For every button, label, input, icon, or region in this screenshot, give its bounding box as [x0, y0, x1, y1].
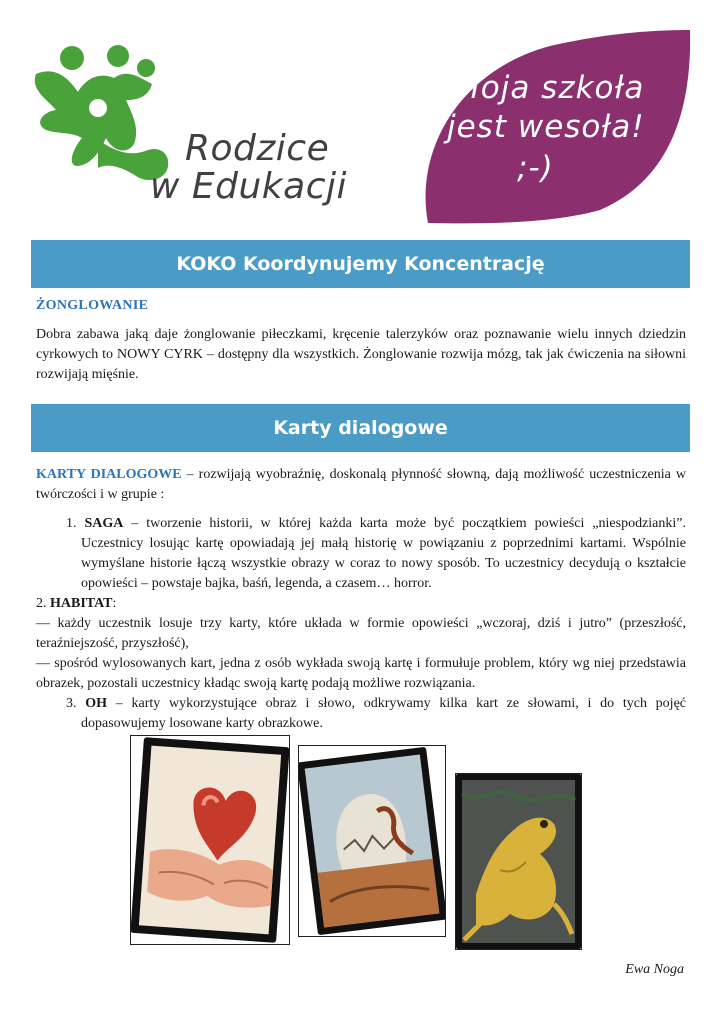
habitat-bullet-1: — każdy uczestnik losuje trzy karty, które układa w formie opowieści „wczoraj, dziś i jutro” (przeszłość, teraźniejszość, przyszłość),: [36, 616, 686, 651]
author-signature: Ewa Noga: [625, 962, 684, 977]
banner-line-1: Moja szkoła: [453, 70, 645, 106]
item-number: 3.: [66, 696, 86, 711]
item-name: SAGA: [84, 516, 124, 531]
item-number: 1.: [66, 516, 85, 531]
card-image-cracked-egg: [299, 746, 445, 936]
card-image-hands-heart: [131, 736, 289, 944]
section-header-koko: KOKO Koordynujemy Koncentrację: [31, 240, 690, 288]
list-item-oh: [36, 694, 686, 734]
karty-intro-lead: KARTY DIALOGOWE: [36, 467, 182, 482]
card-image-yellow-frog: [456, 774, 581, 949]
karty-list: [36, 514, 686, 734]
item-text: – karty wykorzystujące obraz i słowo, odkrywamy kilka kart ze słowami, i do tych pojęć dopasowujemy losowane karty obrazkowe.: [81, 696, 686, 731]
logo-line-1: Rodzice: [185, 128, 330, 169]
habitat-bullet-2: — spośród wylosowanych kart, jedna z osób wykłada swoją kartę i formułuje problem, który wg niej przedstawia obrazek, pozostali uczestnicy kładąc swoją kartę podają możliwe rozwiązania.: [36, 656, 686, 691]
list-item-saga: [36, 514, 686, 594]
banner-line-3: ;-): [517, 150, 554, 186]
subheading-zonglowanie: ŻONGLOWANIE: [36, 298, 149, 313]
karty-intro-paragraph: [36, 465, 686, 505]
banner-line-2: jest wesoła!: [447, 109, 645, 145]
item-name: OH: [85, 696, 108, 711]
zonglowanie-paragraph: Dobra zabawa jaką daje żonglowanie piłeczkami, kręcenie talerzyków oraz poznawanie wielu innych dziedzin cyrkowych to NOWY CYRK – dostępny dla wszystkich. Żonglowanie rozwija mózg, tak jak ćwiczenia na siłowni rozwijają mięśnie.: [36, 327, 686, 382]
item-text: – tworzenie historii, w której każda karta może być początkiem powieści „niespodzianki”. Uczestnicy losując kartę opowiadają jej małą historię w powiązaniu z poprzednimi kartami. Wspólnie wymyślane historie łączą wszystkie obrazy w coraz to nowy sposób. To uczestnicy decydują o kształcie opowieści – powstaje bajka, baśń, legenda, a czasem… horror.: [81, 516, 686, 591]
item-number: 2.: [36, 596, 50, 611]
karty-intro-rest: – rozwijają wyobraźnię, doskonalą płynność słowną, dają możliwość uczestniczenia w twórczości i w grupie :: [36, 467, 686, 502]
item-colon: :: [112, 596, 117, 611]
logo-line-2: w Edukacji: [150, 166, 348, 207]
section-header-karty: Karty dialogowe: [31, 404, 690, 452]
item-name: HABITAT: [50, 596, 113, 611]
list-item-habitat: [36, 594, 686, 614]
